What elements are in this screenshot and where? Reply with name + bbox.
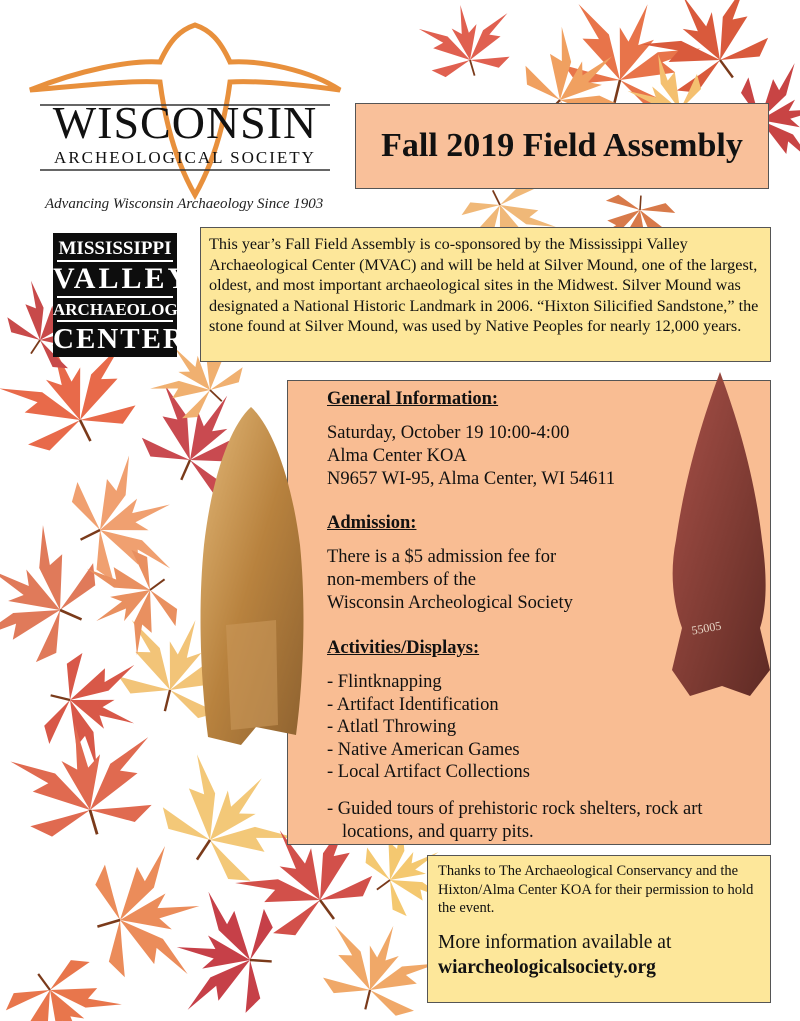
activity-item: - Artifact Identification	[327, 695, 499, 715]
logo-wordmark: WISCONSIN	[52, 97, 318, 148]
website-link[interactable]: wiarcheologicalsociety.org	[438, 956, 656, 978]
intro-paragraph: This year’s Fall Field Assembly is co-sponsored by the Mississippi Valley Archaeological Center (MVAC) and will be held at Silver Mound, one of the largest, oldest, and most important archaeological sites in the Midwest. Silver Mound was designated a National Historic Landmark in 2006. “Hixton Silicified Sandstone,” the stone found at Silver Mound, was used by Native Peoples for nearly 12,000 years.	[200, 227, 771, 362]
activity-item: - Native American Games	[327, 740, 520, 760]
general-info-date: Saturday, October 19 10:00-4:00	[327, 423, 570, 443]
activities-heading: Activities/Displays:	[327, 638, 480, 658]
society-tagline: Advancing Wisconsin Archaeology Since 1903	[45, 196, 324, 212]
admission-line-1: There is a $5 admission fee for	[327, 547, 557, 567]
admission-line-2: non-members of the	[327, 570, 476, 590]
admission-line-3: Wisconsin Archeological Society	[327, 593, 573, 613]
thanks-text: Thanks to The Archaeological Conservancy and the Hixton/Alma Center KOA for their permission to hold the event.	[438, 863, 754, 916]
artifact-catalog-number: 55005	[690, 618, 723, 638]
activity-item: - Flintknapping	[327, 672, 442, 692]
activity-item: - Atlatl Throwing	[327, 717, 457, 737]
guided-tours-line-2: locations, and quarry pits.	[342, 822, 534, 842]
red-stone-point-artifact	[662, 370, 774, 700]
hixton-point-artifact	[196, 405, 310, 750]
thanks-panel	[427, 855, 771, 1003]
mvac-logo-line4: CENTER	[53, 323, 186, 355]
mvac-logo-line2: VALLEY	[53, 262, 193, 295]
mvac-logo	[53, 233, 193, 357]
event-title: Fall 2019 Field Assembly	[355, 103, 769, 189]
mvac-logo-divider	[57, 320, 173, 322]
more-info-text: More information available at	[438, 931, 672, 953]
mvac-logo-divider	[57, 296, 173, 298]
mvac-logo-line3: ARCHAEOLOGY	[53, 300, 190, 319]
admission-heading: Admission:	[327, 513, 417, 533]
activity-item: - Local Artifact Collections	[327, 762, 530, 782]
general-info-venue: Alma Center KOA	[327, 446, 467, 466]
logo-subtitle: ARCHEOLOGICAL SOCIETY	[54, 148, 316, 167]
mvac-logo-line1: MISSISSIPPI	[58, 238, 172, 259]
general-info-address: N9657 WI-95, Alma Center, WI 54611	[327, 469, 616, 489]
general-info-heading: General Information:	[327, 389, 499, 409]
guided-tours-line-1: - Guided tours of prehistoric rock shelters, rock art	[327, 799, 703, 819]
